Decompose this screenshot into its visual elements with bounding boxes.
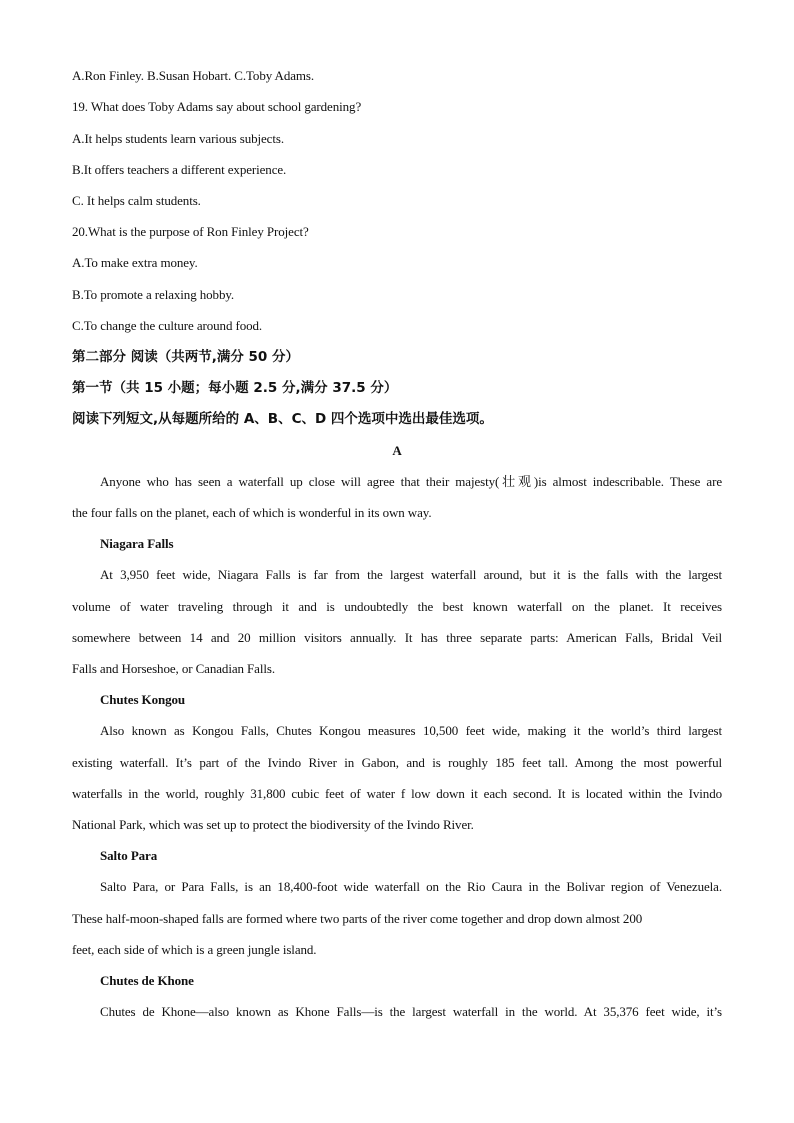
intro-line-2: the four falls on the planet, each of which is wonderful in its own way. [72,505,432,520]
section-title-salto-para: Salto Para [100,848,158,863]
q19-option-b: B.It offers teachers a different experience. [72,162,287,177]
section1-heading: 第一节（共 15 小题；每小题 2.5 分,满分 37.5 分） [72,380,398,396]
section-title-khone: Chutes de Khone [100,973,194,988]
kongou-line-3: waterfalls in the world, roughly 31,800 cubic feet of water f low down it each second. It is located within the Ivindo [72,786,722,801]
passage-label: A [392,443,402,458]
q20-option-b: B.To promote a relaxing hobby. [72,287,235,302]
khone-line-1: Chutes de Khone—also known as Khone Falls—is the largest waterfall in the world. At 35,376 feet wide, it’s [100,1004,722,1019]
intro-line-1: Anyone who has seen a waterfall up close will agree that their majesty(壮观)is almost indescribable. These are [100,474,722,489]
kongou-line-2: existing waterfall. It’s part of the Ivindo River in Gabon, and is roughly 185 feet tall. Among the most powerful [72,755,722,770]
kongou-line-4: National Park, which was set up to protect the biodiversity of the Ivindo River. [72,817,474,832]
q20-option-a: A.To make extra money. [72,255,198,270]
salto-para-line-1: Salto Para, or Para Falls, is an 18,400-foot wide waterfall on the Rio Caura in the Bolivar region of Venezuela. [100,879,722,894]
salto-para-line-2: These half-moon-shaped falls are formed where two parts of the river come together and drop down almost 200 [72,911,643,926]
niagara-line-4: Falls and Horseshoe, or Canadian Falls. [72,661,275,676]
niagara-line-2: volume of water traveling through it and is undoubtedly the best known waterfall on the planet. It receives [72,599,722,614]
salto-para-line-3: feet, each side of which is a green jungle island. [72,942,317,957]
q19-question: 19. What does Toby Adams say about school gardening? [72,99,362,114]
q18-options: A.Ron Finley. B.Susan Hobart. C.Toby Adams. [72,68,315,83]
section-title-niagara: Niagara Falls [100,536,174,551]
kongou-line-1: Also known as Kongou Falls, Chutes Kongou measures 10,500 feet wide, making it the world’s third largest [100,723,722,738]
q19-option-c: C. It helps calm students. [72,193,201,208]
q20-option-c: C.To change the culture around food. [72,318,263,333]
niagara-line-1: At 3,950 feet wide, Niagara Falls is far from the largest waterfall around, but it is the falls with the largest [100,567,722,582]
section-title-kongou: Chutes Kongou [100,692,186,707]
reading-instruction: 阅读下列短文,从每题所给的 A、B、C、D 四个选项中选出最佳选项。 [72,411,493,427]
part2-heading: 第二部分 阅读（共两节,满分 50 分） [72,349,300,365]
q20-question: 20.What is the purpose of Ron Finley Project? [72,224,309,239]
q19-option-a: A.It helps students learn various subjects. [72,131,284,146]
niagara-line-3: somewhere between 14 and 20 million visitors annually. It has three separate parts: American Falls, Bridal Veil [72,630,722,645]
